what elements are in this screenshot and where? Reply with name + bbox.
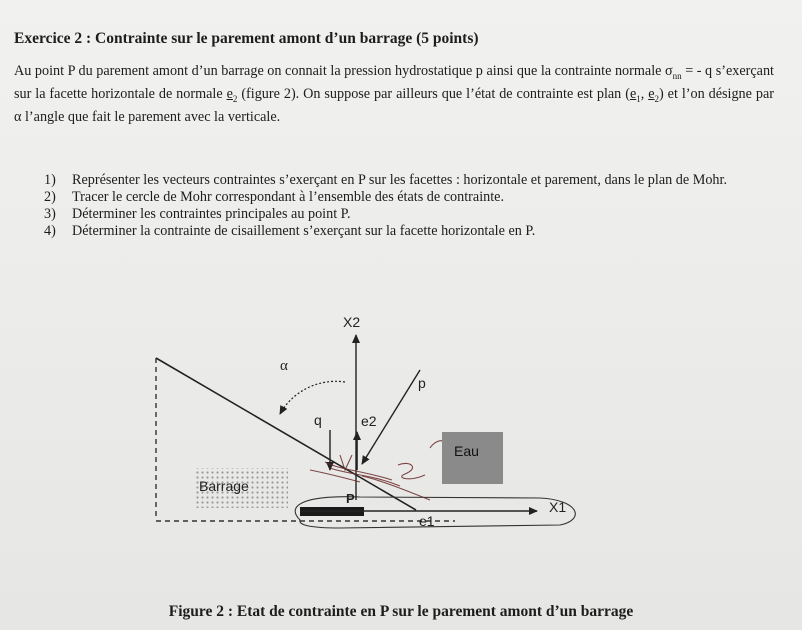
barrage-label: Barrage xyxy=(199,478,249,494)
question-item: 4) Déterminer la contrainte de cisaillement s’exerçant sur la facette horizontale en P. xyxy=(44,223,536,239)
eau-label: Eau xyxy=(454,443,479,459)
x2-label: X2 xyxy=(343,314,361,330)
figure-2-diagram xyxy=(0,300,802,600)
p-label: p xyxy=(418,375,426,391)
question-list xyxy=(44,172,754,240)
exercise-title: Exercice 2 : Contrainte sur le parement amont d’un barrage (5 points) xyxy=(14,30,479,47)
e1-label: e1 xyxy=(419,513,435,529)
question-item: 1) Représenter les vecteurs contraintes s’exerçant en P sur les facettes : horizontale et parement, dans le plan de Mohr. xyxy=(44,172,727,188)
problem-statement: Au point P du parement amont d’un barrage on connait la pression hydrostatique p ainsi que la contrainte normale $\sigma_{nn}$ = - q s’exerçant sur la facette horizontale de normale $e_2$ (figure 2). On suppose par ailleurs que l’état de contrainte est plan ($e_1$, $e_2$) et l’on désigne par α l’angle que fait le parement avec la verticale. xyxy=(14,63,775,125)
x1-label: X1 xyxy=(549,499,567,515)
alpha-label: α xyxy=(280,358,288,374)
q-label: q xyxy=(314,412,322,428)
alpha-arc xyxy=(280,381,345,414)
point-p-label: P xyxy=(346,491,355,506)
question-item: 2) Tracer le cercle de Mohr correspondant à l’ensemble des états de contrainte. xyxy=(44,189,505,205)
question-item: 3) Déterminer les contraintes principales au point P. xyxy=(44,206,351,222)
figure-caption: Figure 2 : Etat de contrainte en P sur le parement amont d’un barrage xyxy=(168,603,634,620)
e2-label: e2 xyxy=(361,413,377,429)
